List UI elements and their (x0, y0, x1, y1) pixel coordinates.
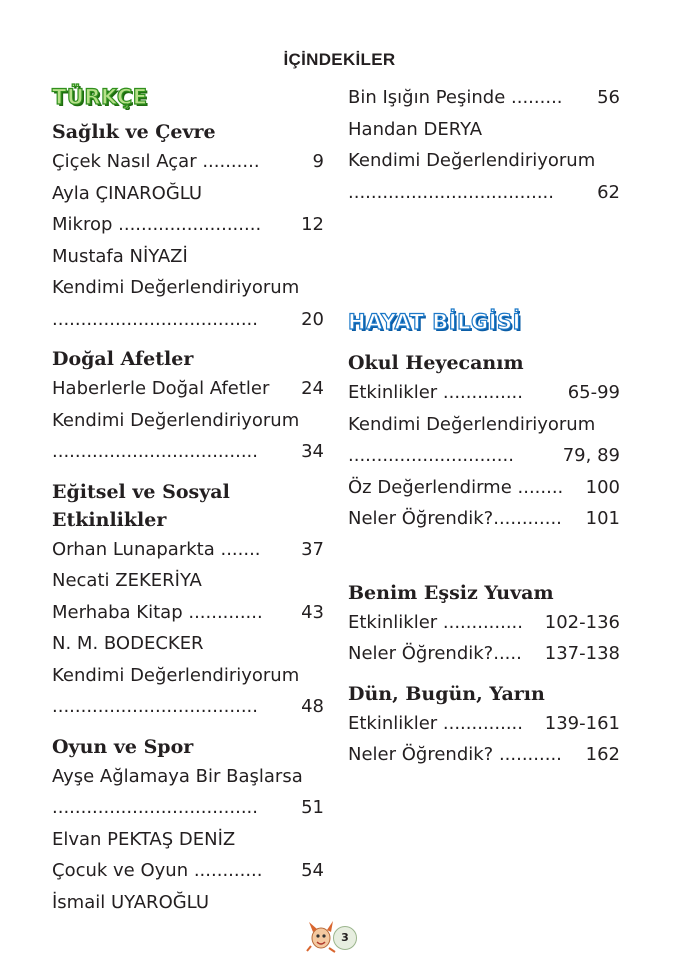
turkce-badge: TÜRKÇE (52, 85, 148, 109)
toc-page-number: 162 (585, 744, 620, 765)
toc-author: Necati ZEKERİYA (52, 570, 202, 591)
toc-dots: .................................... (52, 797, 258, 818)
toc-entry[interactable] (52, 597, 324, 629)
section-title-egitsel-2: Etkinlikler (52, 508, 167, 531)
toc-entry-label: Kendimi Değerlendiriyorum (348, 150, 596, 171)
toc-page-number: 24 (301, 378, 324, 399)
toc-page-number: 9 (312, 151, 324, 172)
toc-entry[interactable] (348, 607, 620, 639)
toc-entry[interactable] (52, 146, 324, 178)
toc-entry-label: Öz Değerlendirme ........ (348, 476, 564, 498)
toc-entry[interactable] (52, 534, 324, 566)
toc-page-number: 54 (301, 860, 324, 881)
toc-dots: .................................... (52, 696, 258, 717)
toc-entry[interactable] (52, 855, 324, 887)
toc-entry-label: Kendimi Değerlendiriyorum (52, 277, 300, 298)
toc-page-number: 12 (301, 214, 324, 235)
toc-author: Handan DERYA (348, 118, 483, 140)
toc-entry-label: Kendimi Değerlendiriyorum (52, 409, 300, 431)
toc-entry[interactable] (348, 708, 620, 740)
toc-page-number: 34 (301, 441, 324, 462)
toc-entry-label: Neler Öğrendik?..... (348, 643, 522, 664)
right-column (348, 82, 620, 771)
toc-dots: ............................. (348, 445, 514, 466)
toc-entry[interactable] (52, 436, 324, 468)
toc-page-number: 139-161 (544, 712, 620, 734)
toc-entry[interactable] (348, 82, 620, 114)
toc-page-number: 65-99 (567, 382, 620, 403)
toc-entry-label: Etkinlikler .............. (348, 382, 523, 403)
toc-page-number: 43 (301, 601, 324, 623)
toc-entry[interactable] (348, 638, 620, 670)
toc-entry-label: Neler Öğrendik? ........... (348, 744, 562, 765)
toc-page-number: 20 (301, 308, 324, 330)
page-number: 3 (333, 926, 357, 950)
toc-entry-label: Çiçek Nasıl Açar .......... (52, 151, 260, 172)
page-footer (305, 918, 365, 954)
toc-dots: .................................... (52, 441, 258, 462)
section-title-dun: Dün, Bugün, Yarın (348, 682, 545, 705)
toc-page-number: 137-138 (544, 643, 620, 664)
toc-entry[interactable] (52, 373, 324, 405)
toc-entry[interactable] (52, 304, 324, 336)
left-column (52, 82, 324, 918)
toc-page-number: 102-136 (544, 611, 620, 633)
hayat-bilgisi-badge: HAYAT BİLGİSİ (348, 310, 521, 334)
toc-author: Ayla ÇINAROĞLU (52, 182, 203, 204)
page-title: İÇİNDEKİLER (283, 50, 396, 69)
toc-entry-label: Bin Işığın Peşinde ......... (348, 87, 563, 108)
toc-entry-label: Merhaba Kitap ............. (52, 601, 263, 623)
section-title-saglik: Sağlık ve Çevre (52, 121, 216, 143)
toc-entry-label: Çocuk ve Oyun ............ (52, 860, 263, 881)
toc-entry[interactable] (348, 377, 620, 409)
toc-entry[interactable] (52, 792, 324, 824)
toc-dots: .................................... (52, 308, 258, 330)
section-title-oyun: Oyun ve Spor (52, 735, 194, 758)
toc-page-number: 101 (585, 508, 620, 529)
toc-entry-label: Kendimi Değerlendiriyorum (348, 413, 596, 435)
toc-page-number: 79, 89 (562, 445, 620, 466)
toc-page-number: 37 (301, 538, 324, 560)
toc-entry-label: Mikrop ......................... (52, 214, 262, 235)
section-title-afet: Doğal Afetler (52, 348, 194, 370)
toc-entry-label: Kendimi Değerlendiriyorum (52, 664, 300, 686)
toc-entry-label: Neler Öğrendik?............ (348, 508, 562, 529)
toc-page-number: 56 (597, 87, 620, 108)
toc-entry-label: Ayşe Ağlamaya Bir Başlarsa (52, 765, 303, 787)
toc-entry[interactable] (52, 209, 324, 241)
toc-page-number: 48 (301, 696, 324, 717)
toc-entry[interactable] (348, 177, 620, 209)
toc-author: Elvan PEKTAŞ DENİZ (52, 828, 236, 850)
section-title-okul: Okul Heyecanım (348, 352, 524, 374)
toc-page-number: 100 (585, 476, 620, 498)
toc-entry-label: Orhan Lunaparkta ....... (52, 538, 261, 560)
section-title-egitsel-1: Eğitsel ve Sosyal (52, 480, 230, 503)
toc-entry-label: Etkinlikler .............. (348, 712, 523, 734)
toc-page-number: 62 (597, 181, 620, 203)
toc-entry[interactable] (348, 503, 620, 535)
toc-entry[interactable] (52, 691, 324, 723)
section-title-yuva: Benim Eşsiz Yuvam (348, 581, 554, 604)
toc-author: İsmail UYAROĞLU (52, 891, 209, 913)
toc-author: Mustafa NİYAZİ (52, 245, 188, 267)
toc-entry-label: Haberlerle Doğal Afetler (52, 378, 270, 399)
toc-entry[interactable] (348, 739, 620, 771)
toc-entry[interactable] (348, 472, 620, 504)
toc-author: N. M. BODECKER (52, 633, 204, 654)
toc-entry[interactable] (348, 440, 620, 472)
toc-dots: .................................... (348, 181, 554, 203)
toc-page-number: 51 (301, 797, 324, 818)
toc-entry-label: Etkinlikler .............. (348, 611, 523, 633)
